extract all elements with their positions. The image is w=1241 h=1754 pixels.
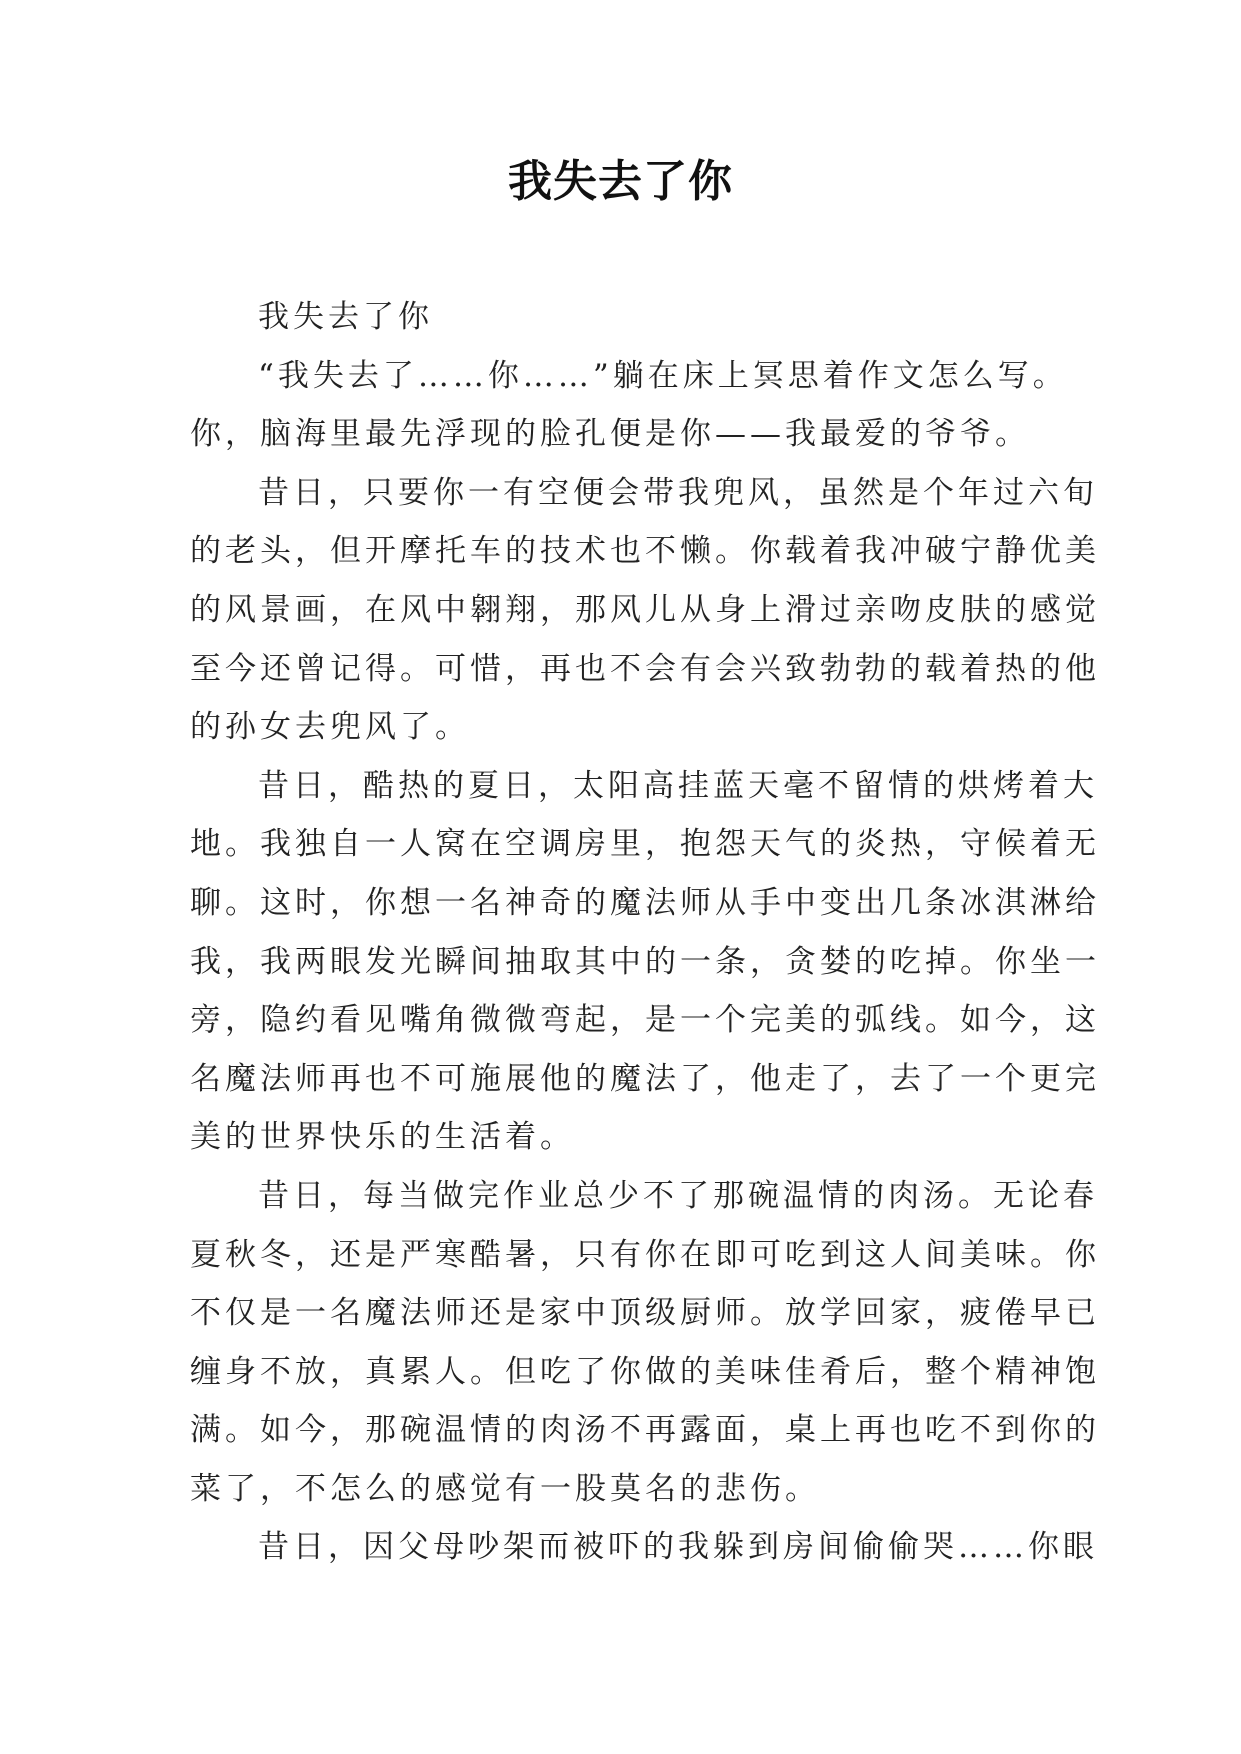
- paragraph-ice-cream: [190, 757, 1100, 1167]
- text-line: 夏秋冬，还是严寒酷暑，只有你在即可吃到这人间美味。你: [190, 1236, 1100, 1273]
- paragraph-soup: [190, 1167, 1100, 1519]
- text-line: 的风景画，在风中翱翔，那风儿从身上滑过亲吻皮肤的感觉: [190, 591, 1100, 628]
- text-line: 不仅是一名魔法师还是家中顶级厨师。放学回家，疲倦早已: [190, 1295, 1100, 1332]
- text-line: 昔日，因父母吵架而被吓的我躲到房间偷偷哭……你眼: [258, 1529, 1098, 1566]
- paragraph-parents: [190, 1518, 1098, 1577]
- text-line: 旁，隐约看见嘴角微微弯起，是一个完美的弧线。如今，这: [190, 1002, 1100, 1039]
- text-line: 菜了，不怎么的感觉有一股莫名的悲伤。: [190, 1470, 820, 1507]
- paragraph-motorcycle: [190, 464, 1100, 757]
- text-line: 的老头，但开摩托车的技术也不懒。你载着我冲破宁静优美: [190, 533, 1100, 570]
- text-line: 满。如今，那碗温情的肉汤不再露面，桌上再也吃不到你的: [190, 1412, 1100, 1449]
- text-line: 我失去了你: [258, 299, 433, 335]
- text-line: 的孙女去兜风了。: [190, 709, 470, 746]
- text-line: 至今还曾记得。可惜，再也不会有会兴致勃勃的载着热的他: [190, 650, 1100, 687]
- text-line: 昔日，每当做完作业总少不了那碗温情的肉汤。无论春: [258, 1177, 1098, 1214]
- paragraph-heading: [190, 288, 1050, 347]
- text-line: 美的世界快乐的生活着。: [190, 1119, 575, 1156]
- text-line: 我，我两眼发光瞬间抽取其中的一条，贪婪的吃掉。你坐一: [190, 943, 1100, 980]
- document-body: [190, 288, 1100, 1577]
- text-line: 昔日，酷热的夏日，太阳高挂蓝天毫不留情的烘烤着大: [258, 767, 1098, 804]
- text-line: 聊。这时，你想一名神奇的魔法师从手中变出几条冰淇淋给: [190, 884, 1100, 921]
- paragraph-intro: [190, 347, 1068, 464]
- document-title: 我失去了你: [508, 156, 733, 207]
- text-line: “我失去了……你……”躺在床上冥思着作文怎么写。: [258, 357, 1068, 394]
- text-line: 昔日，只要你一有空便会带我兜风，虽然是个年过六旬: [258, 474, 1098, 511]
- text-line: 地。我独自一人窝在空调房里，抱怨天气的炎热，守候着无: [190, 826, 1100, 863]
- text-line: 缠身不放，真累人。但吃了你做的美味佳肴后，整个精神饱: [190, 1353, 1100, 1390]
- text-line: 名魔法师再也不可施展他的魔法了，他走了，去了一个更完: [190, 1060, 1100, 1097]
- text-line: 你，脑海里最先浮现的脸孔便是你——我最爱的爷爷。: [190, 416, 1030, 453]
